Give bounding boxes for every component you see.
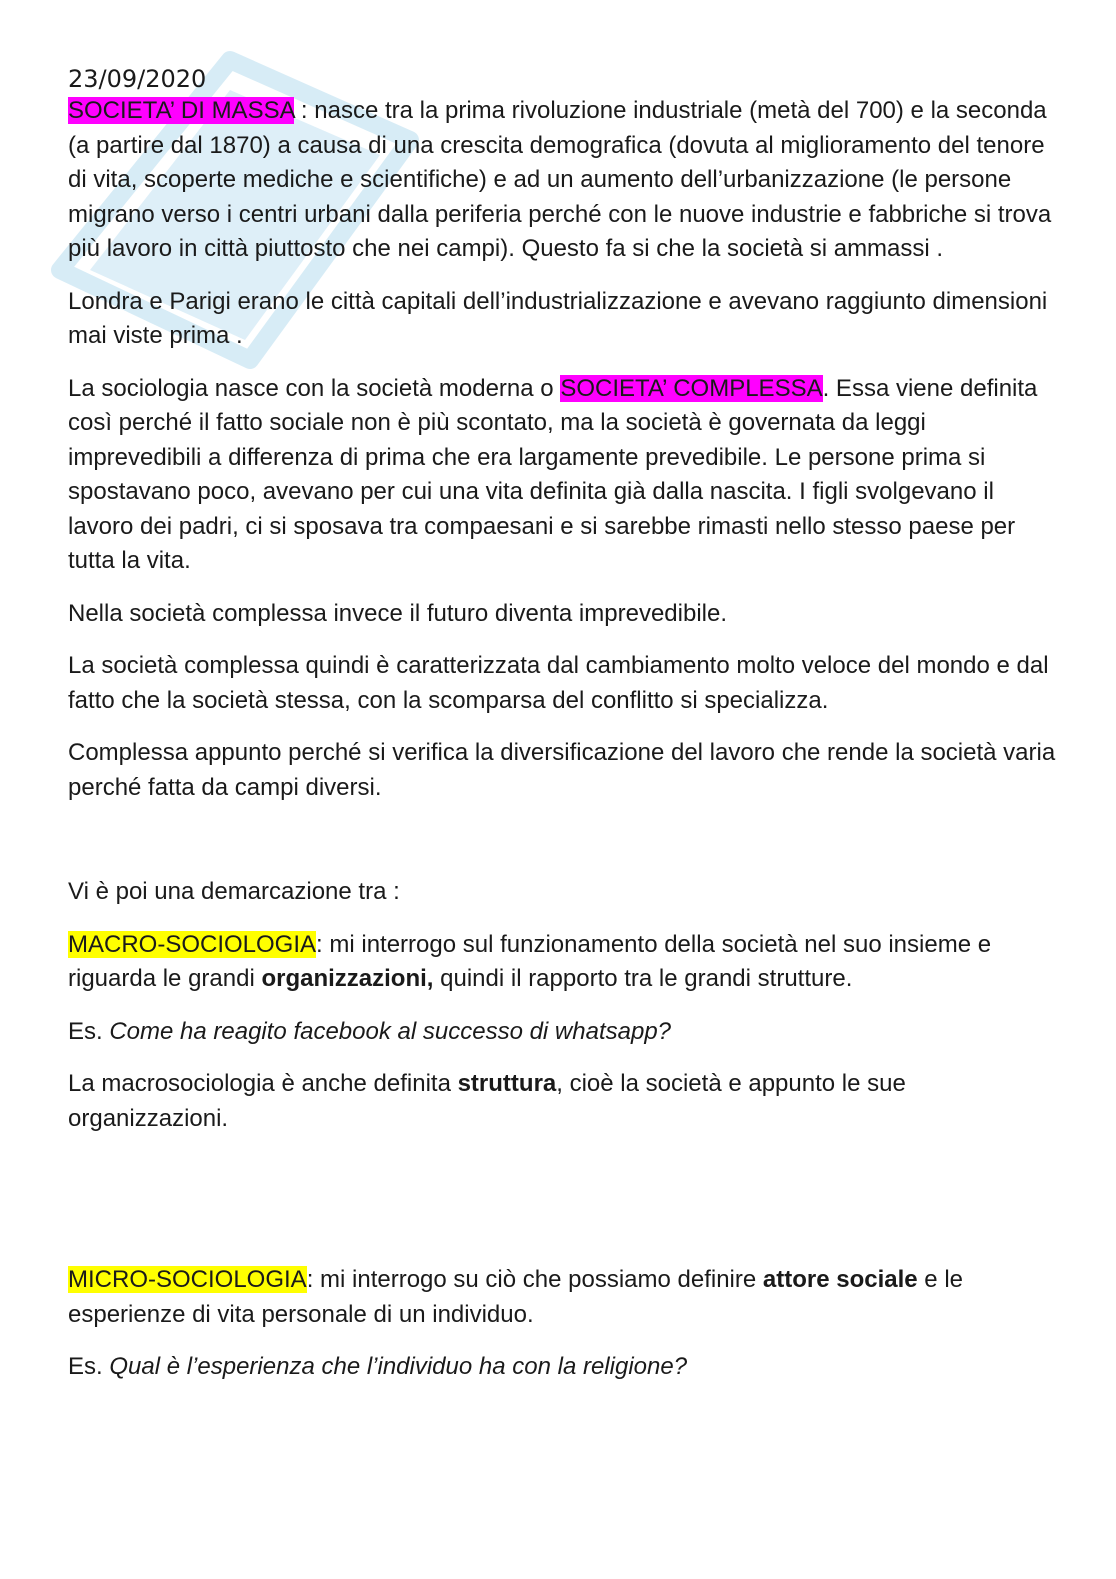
example-micro: Es. Qual è l’esperienza che l’individuo ha con la religione? — [68, 1353, 688, 1380]
example-macro: Es. Come ha reagito facebook al successo di whatsapp? — [68, 1017, 672, 1045]
paragraph-macro-sociologia: MACRO-SOCIOLOGIA: mi interrogo sul funzionamento della società nel suo insieme e riguarda le grandi organizzazioni, quindi il rapporto tra le grandi strutture. — [68, 930, 992, 992]
term-societa-complessa: SOCIETA’ COMPLESSA — [560, 374, 823, 402]
term-societa-di-massa: SOCIETA’ DI MASSA — [68, 97, 295, 124]
paragraph-societa-di-massa — [68, 94, 1058, 267]
paragraph-cambiamento: La società complessa quindi è caratterizzata dal cambiamento molto veloce del mondo e dal fatto che la società stessa, con la scomparsa del conflitto si specializza. — [68, 652, 1049, 714]
document-date: 23/09/2020 — [68, 65, 207, 93]
paragraph-demarcazione: Vi è poi una demarcazione tra : — [68, 878, 400, 905]
term-macro-sociologia: MACRO-SOCIOLOGIA — [68, 930, 317, 958]
paragraph-micro-sociologia: MICRO-SOCIOLOGIA: mi interrogo su ciò che possiamo definire attore sociale e le esperienze di vita personale di un individuo. — [68, 1266, 964, 1328]
document-page — [68, 64, 1058, 1403]
paragraph-diversificazione: Complessa appunto perché si verifica la diversificazione del lavoro che rende la società varia perché fatta da campi diversi. — [68, 739, 1056, 801]
paragraph-text: : nasce tra la prima rivoluzione industriale (metà del 700) e la seconda (a partire dal 1870) a causa di una crescita demografica (dovuta al miglioramento del tenore di vita, scoperte mediche e scientifiche) e ad un aumento dell’urbanizzazione (le persone migrano verso i centri urbani dalla periferia perché con le nuove industrie e fabbriche si trova più lavoro in città piuttosto che nei campi). Questo fa si che la società si ammassi . — [68, 97, 1052, 262]
paragraph-londra-parigi: Londra e Parigi erano le città capitali dell’industrializzazione e avevano raggiunto dimensioni mai viste prima . — [68, 287, 1048, 349]
paragraph-societa-complessa: La sociologia nasce con la società moderna o SOCIETA’ COMPLESSA. Essa viene definita così perché il fatto sociale non è più scontato, ma la società è governata da leggi imprevedibili a differenza di prima che era largamente prevedibile. Le persone prima si spostavano poco, avevano per cui una vita definita già dalla nascita. I figli svolgevano il lavoro dei padri, ci si sposava tra compaesani e si sarebbe rimasti nello stesso paese per tutta la vita. — [68, 374, 1038, 574]
paragraph-macro-definizione: La macrosociologia è anche definita struttura, cioè la società e appunto le sue organizzazioni. — [68, 1070, 906, 1132]
term-micro-sociologia: MICRO-SOCIOLOGIA — [68, 1266, 307, 1293]
paragraph-futuro-imprevedibile: Nella società complessa invece il futuro diventa imprevedibile. — [68, 599, 727, 627]
